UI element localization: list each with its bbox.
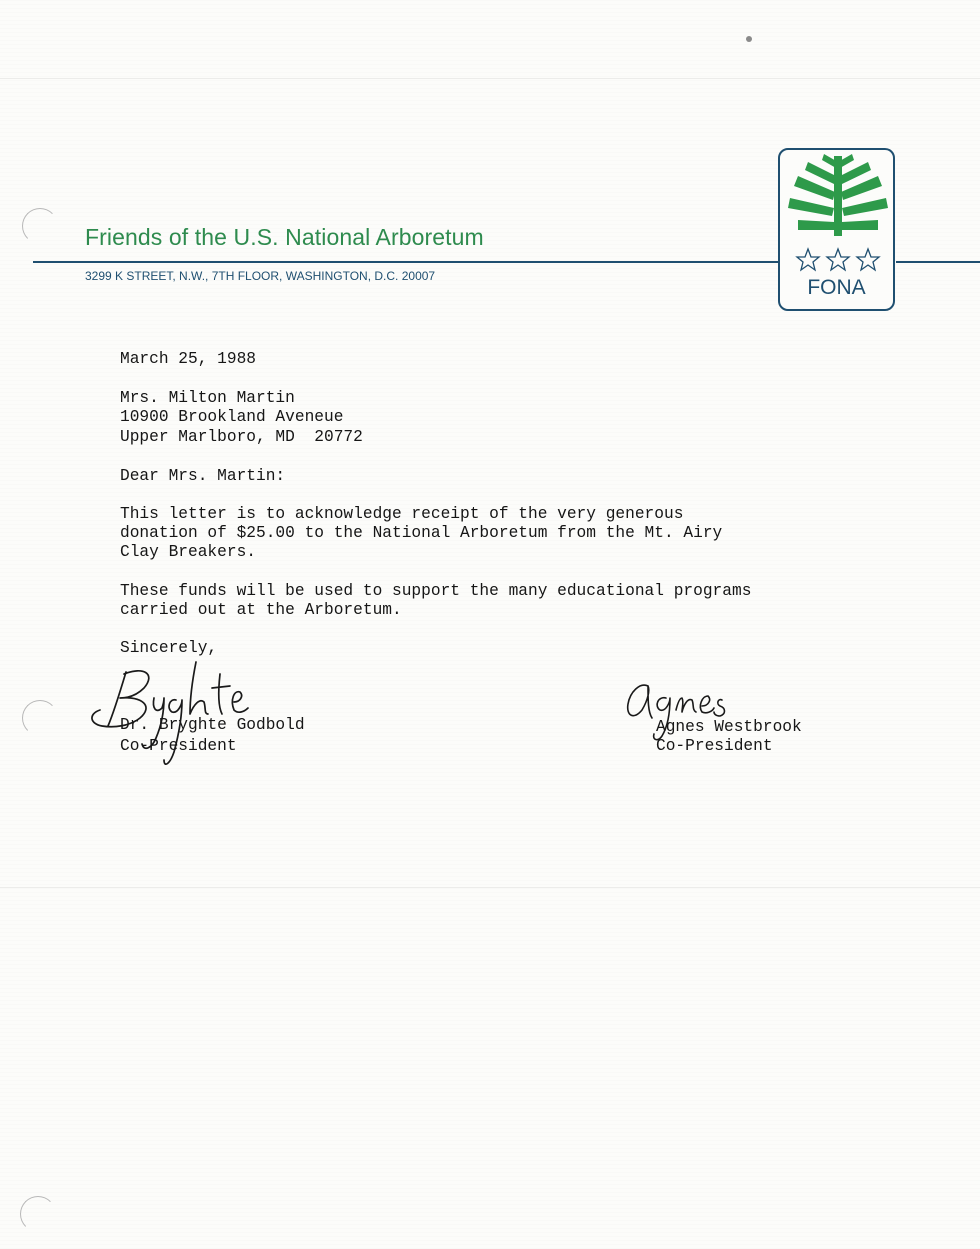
letterhead-rule (33, 261, 779, 263)
punch-hole (22, 700, 58, 736)
signer-1-name: Dr. Bryghte Godbold (120, 716, 305, 734)
paragraph-1-line: donation of $25.00 to the National Arboretum from the Mt. Airy (120, 524, 723, 542)
closing: Sincerely, (120, 639, 218, 657)
salutation: Dear Mrs. Martin: (120, 467, 286, 485)
tree-logo-icon (788, 154, 888, 242)
organization-name: Friends of the U.S. National Arboretum (85, 224, 484, 250)
recipient-city: Upper Marlboro, MD 20772 (120, 428, 363, 446)
signer-1-title: Co-President (120, 737, 237, 755)
paragraph-1-line: This letter is to acknowledge receipt of the very generous (120, 505, 684, 523)
punch-hole (20, 1196, 56, 1232)
paragraph-2-line: carried out at the Arboretum. (120, 601, 402, 619)
logo-text: FONA (807, 276, 866, 299)
organization-address: 3299 K STREET, N.W., 7TH FLOOR, WASHINGTON, D.C. 20007 (85, 269, 436, 283)
recipient-name: Mrs. Milton Martin (120, 389, 295, 407)
letter-date: March 25, 1988 (120, 350, 256, 368)
scan-fold-line (0, 78, 980, 79)
signer-2-title: Co-President (656, 737, 773, 755)
paragraph-1-line: Clay Breakers. (120, 543, 256, 561)
scan-fold-line (0, 887, 980, 888)
stars-icon (794, 246, 882, 274)
punch-hole (22, 208, 58, 244)
letterhead-rule-right (896, 261, 980, 263)
signer-2-name: Agnes Westbrook (656, 718, 802, 736)
paragraph-2-line: These funds will be used to support the many educational programs (120, 582, 752, 600)
fona-logo (778, 148, 895, 311)
scan-speck (746, 36, 752, 42)
recipient-street: 10900 Brookland Aveneue (120, 408, 344, 426)
